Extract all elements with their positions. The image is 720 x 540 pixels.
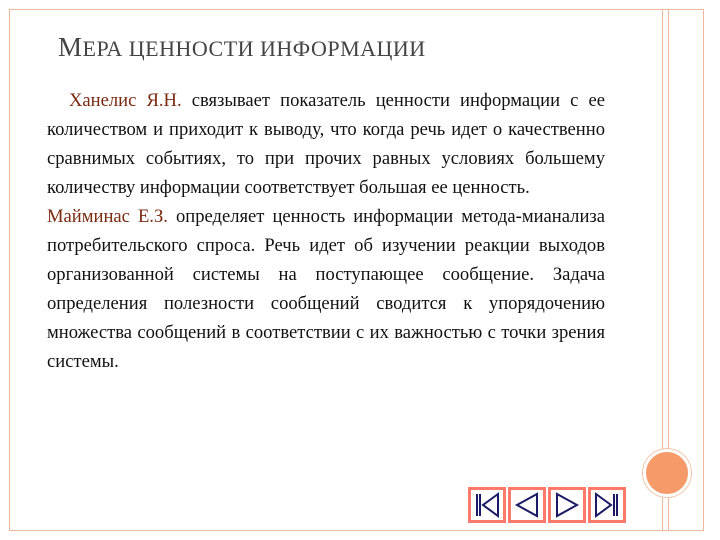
paragraph-text: определяет ценность информации метода-мианализа потребительского спроса. Речь идет об изучении реакции выходов организованной системы на поступающее сообщение. Задача определения полезности сообщений сводится к упорядочению множества сообщений в соответствии с их важностью с точки зрения системы. [47, 206, 605, 372]
title-rest: ЕРА ЦЕННОСТИ ИНФОРМАЦИИ [82, 36, 426, 61]
author-name: Ханелис Я.Н. [69, 90, 182, 111]
author-name: Майминас Е.З. [47, 206, 168, 227]
title-initial: М [58, 32, 83, 62]
paragraph-text: связывает показатель ценности информации с ее количеством и приходит к выводу, что когда речь идет о качественно сравнимых событиях, то при прочих равных условиях большему количеству информации соответствует большая ее ценность. [47, 90, 605, 198]
paragraph [47, 202, 605, 376]
slide-navigation [468, 487, 628, 523]
slide-title [58, 32, 426, 63]
previous-slide-button[interactable] [508, 487, 546, 523]
first-slide-icon [472, 491, 502, 519]
next-slide-icon [552, 491, 582, 519]
frame-rule [662, 9, 663, 449]
decorative-circle [643, 449, 691, 497]
paragraph [47, 86, 605, 202]
last-slide-button[interactable] [588, 487, 626, 523]
slide-body [47, 86, 605, 376]
frame-rule [668, 9, 669, 449]
previous-slide-icon [512, 491, 542, 519]
next-slide-button[interactable] [548, 487, 586, 523]
last-slide-icon [592, 491, 622, 519]
first-slide-button[interactable] [468, 487, 506, 523]
